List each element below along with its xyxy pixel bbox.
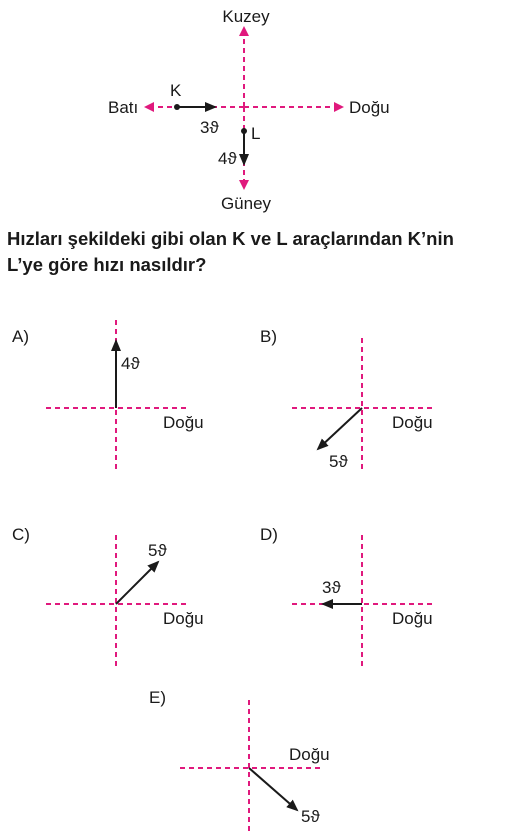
option-a-value: 4ϑ	[121, 354, 140, 373]
option-b-east-label: Doğu	[392, 413, 433, 432]
option-c[interactable]	[12, 525, 204, 666]
option-a[interactable]	[12, 320, 204, 470]
option-a-east-label: Doğu	[163, 413, 204, 432]
north-label: Kuzey	[222, 7, 270, 26]
option-b-vector	[318, 408, 362, 449]
option-c-east-label: Doğu	[163, 609, 204, 628]
option-e-vector	[249, 768, 297, 810]
south-label: Güney	[220, 194, 272, 213]
option-e[interactable]	[149, 688, 330, 832]
option-d-east-label: Doğu	[392, 609, 433, 628]
option-d-value: 3ϑ	[322, 578, 341, 597]
option-c-value: 5ϑ	[148, 541, 167, 560]
question-line-1: Hızları şekildeki gibi olan K ve L araçlarından K’nin	[7, 228, 454, 249]
option-e-east-label: Doğu	[289, 745, 330, 764]
option-e-label: E)	[149, 688, 166, 707]
option-b[interactable]	[260, 327, 433, 471]
option-b-label: B)	[260, 327, 277, 346]
option-d-label: D)	[260, 525, 278, 544]
l-speed-label: 4ϑ	[218, 149, 237, 168]
option-d[interactable]	[260, 525, 433, 666]
question-line-2: L’ye göre hızı nasıldır?	[7, 254, 207, 275]
option-a-label: A)	[12, 327, 29, 346]
option-c-vector	[116, 562, 158, 604]
west-label: Batı	[108, 98, 139, 117]
k-speed-label: 3ϑ	[200, 118, 219, 137]
option-e-value: 5ϑ	[301, 807, 320, 826]
k-label: K	[170, 81, 182, 100]
option-c-label: C)	[12, 525, 30, 544]
option-b-value: 5ϑ	[329, 452, 348, 471]
l-label: L	[251, 124, 261, 143]
compass-diagram	[108, 7, 390, 213]
east-label: Doğu	[349, 98, 390, 117]
